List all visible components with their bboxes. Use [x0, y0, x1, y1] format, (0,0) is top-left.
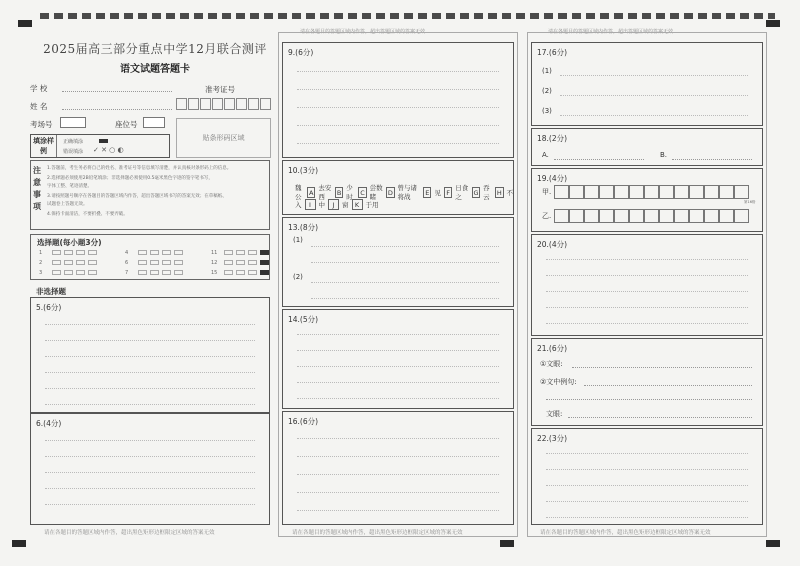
column-header: 请在各题目的答题区域内作答，超出答题区域的答案无效 — [548, 29, 674, 35]
q10-choice-box[interactable]: I — [305, 199, 316, 210]
q-number: 4 — [125, 250, 129, 256]
footer-note: 请在各题目的答题区域内作答，超出黑色矩形边框限定区域的答案无效 — [540, 530, 711, 536]
room-label: 考场号 — [30, 120, 53, 129]
school-label: 学 校 — [30, 84, 48, 93]
writing-line — [297, 89, 499, 90]
bubble[interactable] — [236, 270, 245, 275]
q-number: 7 — [125, 270, 129, 276]
writing-line — [297, 438, 499, 439]
q10-text: 少时 — [346, 184, 353, 201]
q10-choice-box[interactable]: F — [444, 187, 452, 198]
writing-line — [297, 125, 499, 126]
q10-line2 — [295, 199, 379, 210]
corner-mark-bl — [12, 540, 26, 547]
bubble[interactable] — [88, 270, 97, 275]
writing-line — [546, 291, 748, 292]
nonchoice-title: 非选择题 — [36, 287, 66, 296]
q10-text: 曾与诸将战 — [397, 184, 417, 201]
answer-box-q14[interactable] — [282, 309, 514, 409]
notice-line: 字体工整、笔迹清楚。 — [47, 184, 92, 189]
answer-box-q13[interactable] — [282, 217, 514, 307]
bubble[interactable] — [174, 270, 183, 275]
q6-label: 6.(4分) — [36, 419, 62, 428]
writing-line — [45, 440, 255, 441]
writing-line — [297, 510, 499, 511]
q10-choice-box[interactable]: B — [336, 188, 342, 197]
writing-line — [546, 453, 748, 454]
q10-label: 10.(3分) — [288, 166, 319, 175]
choice-section — [30, 234, 270, 280]
exam-id-cell[interactable] — [176, 98, 187, 110]
writing-line — [45, 372, 255, 373]
q18-b-label: B. — [660, 151, 668, 159]
writing-line — [45, 504, 255, 505]
writing-line — [297, 456, 499, 457]
answer-box-q9[interactable] — [282, 42, 514, 158]
q10-choice-box[interactable]: D — [387, 188, 393, 197]
writing-line — [45, 340, 255, 341]
top-timing-marks — [40, 13, 775, 19]
writing-line — [297, 398, 499, 399]
q-number: 12 — [211, 260, 218, 266]
writing-line — [45, 324, 255, 325]
q19-jia-label: 甲. — [542, 188, 552, 196]
exam-id-cell[interactable] — [212, 98, 223, 110]
bubble[interactable] — [260, 270, 269, 275]
corner-mark-tl — [18, 20, 32, 27]
bubble[interactable] — [248, 270, 257, 275]
q13-label: 13.(8分) — [288, 223, 319, 232]
writing-line — [297, 334, 499, 335]
writing-line — [546, 469, 748, 470]
name-field[interactable] — [62, 109, 172, 110]
notice-box — [30, 160, 270, 230]
fill-wrong-label: 错误填涂 — [63, 149, 84, 155]
q19-jia-grid[interactable] — [554, 185, 749, 199]
writing-line — [546, 259, 748, 260]
column-header: 请在各题目的答题区域内作答，超出答题区域的答案无效 — [300, 29, 426, 35]
bubble[interactable] — [248, 250, 257, 255]
q10-choice-box[interactable]: K — [352, 199, 363, 210]
wrong-fill-marks: ✓ ✕ ○ ◐ — [93, 146, 124, 154]
fill-correct-label: 正确填涂 — [63, 139, 84, 145]
answer-box-q5[interactable] — [30, 297, 270, 413]
q-number: 3 — [39, 270, 43, 276]
q10-text: 入 — [295, 201, 302, 209]
q19-yi-label: 乙. — [542, 212, 552, 220]
answer-box-q22[interactable] — [531, 428, 763, 525]
q14-label: 14.(5分) — [288, 315, 319, 324]
fill-example — [30, 134, 170, 158]
exam-id-cell[interactable] — [200, 98, 211, 110]
bubble[interactable] — [162, 250, 171, 255]
q18-label: 18.(2分) — [537, 134, 568, 143]
writing-line — [560, 75, 748, 76]
q10-text: 于用 — [365, 201, 379, 209]
q21-part1-label: ①文眼: — [540, 360, 563, 368]
choice-row — [39, 260, 269, 266]
q16-label: 16.(6分) — [288, 417, 319, 426]
notice-title: 注意事项 — [33, 166, 41, 211]
answer-box-q19[interactable] — [531, 168, 763, 232]
answer-box-q10[interactable] — [282, 160, 514, 215]
writing-line — [45, 356, 255, 357]
bubble[interactable] — [76, 250, 85, 255]
q21-label: 21.(6分) — [537, 344, 568, 353]
bubble[interactable] — [236, 250, 245, 255]
school-field[interactable] — [62, 91, 172, 92]
q19-label: 19.(4分) — [537, 174, 568, 183]
q10-choice-box[interactable]: E — [423, 187, 431, 198]
writing-line — [297, 382, 499, 383]
q18-a-field[interactable] — [554, 159, 644, 160]
bubble[interactable] — [224, 270, 233, 275]
bubble[interactable] — [88, 250, 97, 255]
room-field[interactable] — [60, 117, 86, 128]
corner-mark-bm — [500, 540, 514, 547]
bubble[interactable] — [162, 260, 171, 265]
bubble[interactable] — [150, 250, 159, 255]
writing-line — [546, 517, 748, 518]
page-title: 2025届高三部分重点中学12月联合测评 — [43, 42, 267, 56]
answer-box-q21[interactable] — [531, 338, 763, 426]
notice-line: 试题卷上答题无效。 — [47, 202, 88, 207]
bubble[interactable] — [76, 270, 85, 275]
q18-b-field[interactable] — [672, 159, 752, 160]
correct-fill-mark — [99, 139, 108, 143]
q10-text: 不 — [506, 188, 513, 197]
q13-part1-label: (1) — [293, 236, 303, 244]
writing-line — [297, 350, 499, 351]
writing-line — [45, 404, 255, 405]
q10-text: 窗 — [342, 201, 349, 209]
q18-a-label: A. — [542, 151, 549, 159]
q10-text: 吞云 — [483, 184, 490, 201]
q-number: 1 — [39, 250, 43, 256]
bubble[interactable] — [236, 260, 245, 265]
bubble[interactable] — [224, 250, 233, 255]
q21-part3-field[interactable] — [568, 417, 752, 418]
q17-part3-label: (3) — [542, 107, 552, 115]
bubble[interactable] — [88, 260, 97, 265]
q21-part2-field-cont[interactable] — [546, 399, 752, 400]
q17-part2-label: (2) — [542, 87, 552, 95]
answer-box-q20[interactable] — [531, 234, 763, 336]
bubble[interactable] — [248, 260, 257, 265]
bubble[interactable] — [138, 250, 147, 255]
q-number: 6 — [125, 260, 129, 266]
exam-id-cell[interactable] — [236, 98, 247, 110]
answer-box-q6[interactable] — [30, 413, 270, 525]
notice-line: 2.选择题必须使用2B铅笔填涂；非选择题必须使用0.5毫米黑色字迹的签字笔书写， — [47, 176, 213, 181]
writing-line — [311, 282, 499, 283]
bubble[interactable] — [138, 270, 147, 275]
writing-line — [546, 323, 748, 324]
bubble[interactable] — [150, 260, 159, 265]
bubble[interactable] — [64, 270, 73, 275]
writing-line — [45, 472, 255, 473]
q-number: 15 — [211, 270, 218, 276]
writing-line — [546, 485, 748, 486]
q13-part2-label: (2) — [293, 273, 303, 281]
q17-label: 17.(6分) — [537, 48, 568, 57]
notice-line: 1.答题前，考生务必将自己的姓名、准考证号等信息填写清楚，并认真核对条形码上的信息。 — [47, 166, 232, 171]
q20-label: 20.(4分) — [537, 240, 568, 249]
bubble[interactable] — [224, 260, 233, 265]
bubble[interactable] — [174, 250, 183, 255]
bubble[interactable] — [52, 250, 61, 255]
bubble[interactable] — [138, 260, 147, 265]
q10-choice-box[interactable]: J — [328, 199, 339, 210]
choice-title: 选择题(每小题3分) — [37, 238, 102, 247]
bubble[interactable] — [174, 260, 183, 265]
q10-text: 中 — [318, 201, 325, 209]
writing-line — [560, 115, 748, 116]
q-number: 2 — [39, 260, 43, 266]
exam-id-cell[interactable] — [224, 98, 235, 110]
q21-part2-label: ②文中例句: — [540, 378, 577, 386]
fill-example-title: 填涂样例 — [31, 135, 57, 157]
q21-part2-field[interactable] — [584, 385, 752, 386]
bubble[interactable] — [162, 270, 171, 275]
q10-choice-box[interactable]: G — [473, 188, 479, 197]
writing-line — [297, 366, 499, 367]
choice-row — [39, 270, 269, 276]
bubble[interactable] — [150, 270, 159, 275]
writing-line — [560, 95, 748, 96]
answer-box-q18[interactable] — [531, 128, 763, 166]
q-number: 11 — [211, 250, 218, 256]
page-subtitle: 语文试题答题卡 — [120, 64, 190, 75]
notice-line: 3.请按照题号顺序在各题目的答题区域内作答，超出答题区域书写的答案无效；在草稿纸、 — [47, 194, 227, 199]
writing-line — [45, 388, 255, 389]
q10-text: 日食之 — [455, 184, 469, 201]
q5-label: 5.(6分) — [36, 303, 62, 312]
writing-line — [297, 107, 499, 108]
writing-line — [297, 143, 499, 144]
exam-id-label: 准考证号 — [205, 85, 235, 94]
q10-choice-box[interactable]: H — [496, 188, 502, 197]
writing-line — [311, 246, 499, 247]
barcode-area: 贴条形码区域 — [176, 118, 271, 158]
q10-text: 去安西 — [318, 184, 332, 201]
writing-line — [45, 488, 255, 489]
bubble[interactable] — [52, 260, 61, 265]
answer-box-q17[interactable] — [531, 42, 763, 126]
answer-box-q16[interactable] — [282, 411, 514, 525]
q10-text: 魏公 — [295, 184, 302, 201]
writing-line — [546, 501, 748, 502]
choice-row — [39, 250, 269, 256]
writing-line — [45, 456, 255, 457]
writing-line — [546, 307, 748, 308]
exam-id-cell[interactable] — [260, 98, 271, 110]
seat-label: 座位号 — [115, 120, 138, 129]
notice-line: 4.保持卡面清洁，不要折叠、不要弄破。 — [47, 212, 128, 217]
q10-choice-box[interactable]: C — [360, 188, 365, 197]
bubble[interactable] — [76, 260, 85, 265]
grid-count-note: 第16格 — [744, 200, 756, 204]
writing-line — [297, 71, 499, 72]
bubble[interactable] — [260, 260, 269, 265]
writing-line — [297, 474, 499, 475]
seat-field[interactable] — [143, 117, 165, 128]
footer-note: 请在各题目的答题区域内作答，超出黑色矩形边框限定区域的答案无效 — [44, 530, 215, 536]
q22-label: 22.(3分) — [537, 434, 568, 443]
q10-text: 尝数睹 — [369, 184, 383, 201]
q9-label: 9.(6分) — [288, 48, 314, 57]
corner-mark-tr — [766, 20, 780, 27]
bubble[interactable] — [64, 260, 73, 265]
name-label: 姓 名 — [30, 102, 48, 111]
bubble[interactable] — [52, 270, 61, 275]
corner-mark-br — [766, 540, 780, 547]
q21-part3-label: 文眼: — [546, 410, 563, 418]
footer-note: 请在各题目的答题区域内作答，超出黑色矩形边框限定区域的答案无效 — [292, 530, 463, 536]
writing-line — [311, 262, 499, 263]
writing-line — [311, 298, 499, 299]
q19-yi-grid[interactable] — [554, 209, 749, 223]
q10-text: 见 — [434, 188, 441, 197]
bubble[interactable] — [260, 250, 269, 255]
writing-line — [297, 492, 499, 493]
exam-id-cell[interactable] — [248, 98, 259, 110]
exam-id-cell[interactable] — [188, 98, 199, 110]
q10-choice-box[interactable]: A — [308, 188, 314, 197]
writing-line — [546, 275, 748, 276]
q21-part1-field[interactable] — [572, 367, 752, 368]
bubble[interactable] — [64, 250, 73, 255]
q17-part1-label: (1) — [542, 67, 552, 75]
